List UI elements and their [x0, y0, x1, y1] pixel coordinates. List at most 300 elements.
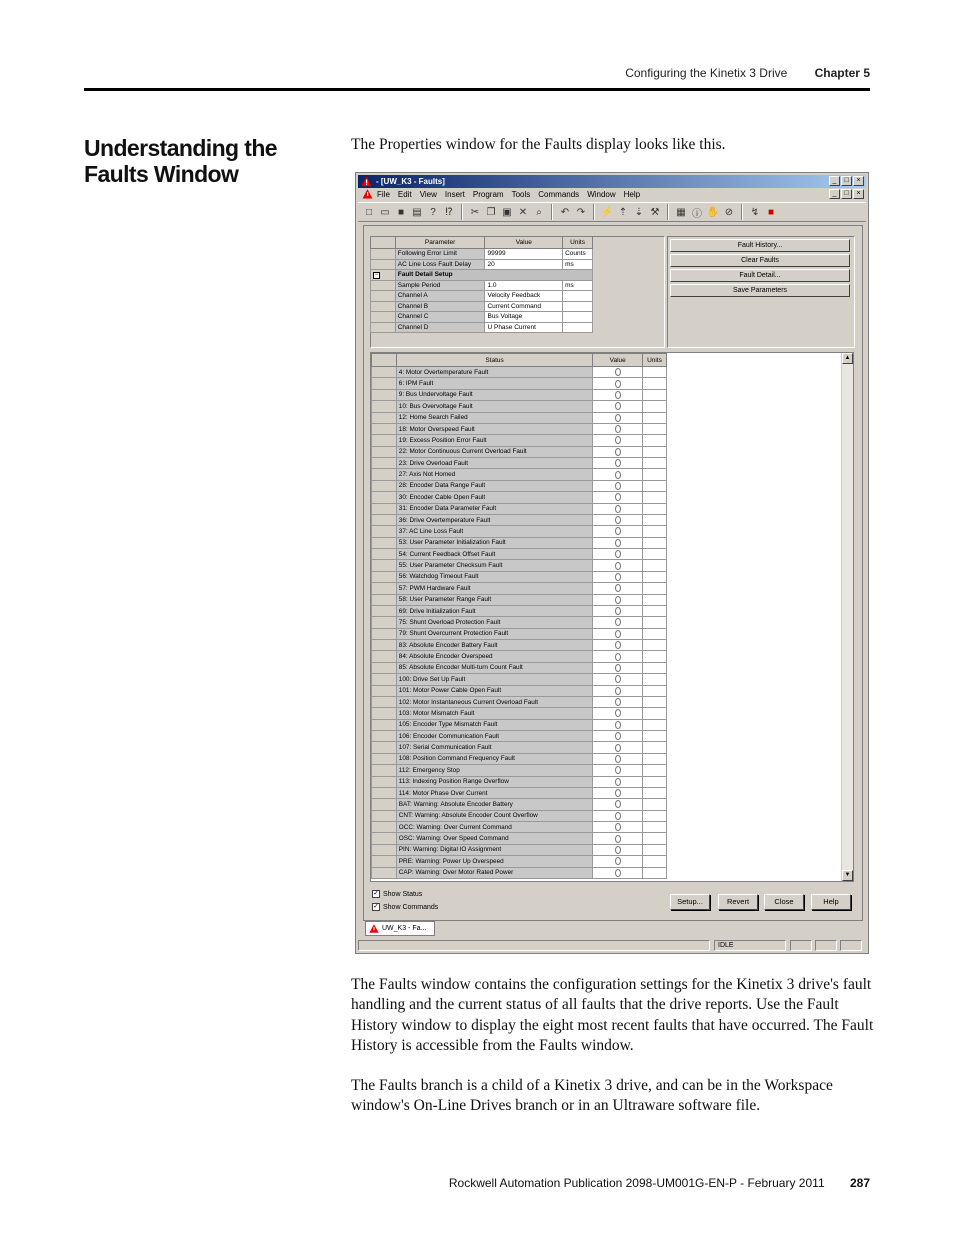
table-row: [372, 583, 667, 594]
row-header: [372, 492, 397, 503]
grid-icon[interactable]: ▦: [676, 206, 686, 218]
table-row: [372, 389, 667, 400]
table-row: [372, 708, 667, 719]
fault-value: [593, 776, 643, 787]
row-header: [372, 753, 397, 764]
table-row: [372, 367, 667, 378]
fault-value: [593, 526, 643, 537]
status-led-icon: [615, 778, 621, 786]
status-led-icon: [615, 380, 621, 388]
row-header: [372, 856, 397, 867]
save-parameters-button[interactable]: Save Parameters: [670, 284, 850, 297]
fault-status-label: 31: Encoder Data Parameter Fault: [396, 503, 593, 514]
fault-status-label: OCC: Warning: Over Current Command: [396, 822, 593, 833]
table-row: [372, 423, 667, 434]
fault-status-label: 22: Motor Continuous Current Overload Fault: [396, 446, 593, 457]
fault-status-label: 54: Current Feedback Offset Fault: [396, 549, 593, 560]
fault-value: [593, 685, 643, 696]
param-units: [563, 301, 593, 312]
fault-value: [593, 435, 643, 446]
param-value-select[interactable]: U Phase Current: [485, 322, 563, 333]
menu-view[interactable]: View: [419, 189, 437, 199]
table-row: [372, 719, 667, 730]
row-header: [372, 787, 397, 798]
checkbox-box[interactable]: ✓: [373, 890, 379, 897]
fault-status-label: 103: Motor Mismatch Fault: [396, 708, 593, 719]
cut-icon[interactable]: ✂: [470, 206, 480, 218]
menu-commands[interactable]: Commands: [538, 189, 580, 199]
body-paragraph: The Faults branch is a child of a Kinetix 3 drive, and can be in the Workspace window's On-Line Drives branch or in an Ultraware software file.: [351, 1077, 833, 1115]
menu-file[interactable]: File: [377, 189, 390, 199]
fault-value: [593, 742, 643, 753]
status-led-icon: [615, 391, 621, 399]
disconnect-icon[interactable]: ⚒: [650, 206, 660, 218]
fault-value: [593, 423, 643, 434]
fault-units: [643, 549, 667, 560]
header-rule: [84, 88, 870, 91]
menu-program[interactable]: Program: [472, 189, 504, 199]
param-name: Sample Period: [395, 280, 485, 291]
collapse-toggle[interactable]: −: [374, 271, 379, 278]
table-row: [372, 640, 667, 651]
param-units: ms: [563, 259, 593, 270]
table-row: [372, 617, 667, 628]
fault-status-label: 100: Drive Set Up Fault: [396, 674, 593, 685]
menu-edit[interactable]: Edit: [397, 189, 412, 199]
table-row: [372, 537, 667, 548]
download-icon[interactable]: ⇣: [634, 206, 644, 218]
table-row: [372, 594, 667, 605]
fault-value: [593, 389, 643, 400]
table-row: [372, 662, 667, 673]
fault-status-label: 101: Motor Power Cable Open Fault: [396, 685, 593, 696]
checkbox-box[interactable]: ✓: [373, 903, 379, 910]
undo-icon[interactable]: ↶: [560, 206, 570, 218]
fault-units: [643, 503, 667, 514]
fault-value: [593, 583, 643, 594]
row-header: [372, 412, 397, 423]
fault-status-label: 12: Home Search Failed: [396, 412, 593, 423]
row-header: [372, 583, 397, 594]
fault-units: [643, 810, 667, 821]
fault-value: [593, 799, 643, 810]
row-header: [372, 423, 397, 434]
child-minimize-button[interactable]: _: [829, 189, 840, 199]
table-row: [372, 776, 667, 787]
delete-icon[interactable]: ✕: [518, 206, 528, 218]
fault-value: [593, 458, 643, 469]
connect-icon[interactable]: ⚡: [600, 206, 614, 218]
fault-value: [593, 378, 643, 389]
fault-value: [593, 367, 643, 378]
status-led-icon: [615, 425, 621, 433]
toolbar-separator: [551, 204, 553, 220]
table-row: [372, 674, 667, 685]
stop-hand-icon[interactable]: ✋: [706, 206, 720, 218]
row-header: [372, 708, 397, 719]
fault-status-label: 85: Absolute Encoder Multi-turn Count Fault: [396, 662, 593, 673]
status-led-icon: [615, 368, 621, 376]
find-icon[interactable]: ⌕: [536, 206, 542, 218]
fault-value: [593, 549, 643, 560]
fault-units: [643, 480, 667, 491]
fault-value: [593, 446, 643, 457]
fault-units: [643, 708, 667, 719]
fault-value: [593, 787, 643, 798]
fault-value: [593, 514, 643, 525]
copy-icon[interactable]: ❐: [486, 206, 496, 218]
param-name: Following Error Limit: [395, 249, 485, 260]
table-row: [372, 560, 667, 571]
print-icon[interactable]: ▤: [412, 206, 422, 218]
param-name: Channel C: [395, 312, 485, 323]
info-icon[interactable]: ⓘ: [692, 208, 702, 220]
status-led-icon: [615, 402, 621, 410]
table-row: [372, 412, 667, 423]
section-label: Fault Detail Setup: [395, 270, 592, 281]
show-status-checkbox[interactable]: [372, 890, 422, 898]
row-header: [372, 435, 397, 446]
fault-units: [643, 412, 667, 423]
row-header: [372, 867, 397, 878]
status-led-icon: [615, 823, 621, 831]
menu-window[interactable]: Window: [587, 189, 616, 199]
status-led-icon: [615, 846, 621, 854]
table-row: [372, 765, 667, 776]
table-row: [372, 810, 667, 821]
fault-value: [593, 674, 643, 685]
table-row: [372, 605, 667, 616]
status-led-icon: [615, 755, 621, 763]
row-header: [372, 696, 397, 707]
fault-value: [593, 401, 643, 412]
fault-status-label: 27: Axis Not Homed: [396, 469, 593, 480]
fault-units: [643, 776, 667, 787]
param-value-select[interactable]: Current Command: [485, 301, 563, 312]
fault-units: [643, 719, 667, 730]
status-bar: [358, 940, 866, 952]
status-table: [371, 353, 667, 879]
row-header: [372, 401, 397, 412]
status-led-icon: [615, 709, 621, 717]
row-header: [372, 560, 397, 571]
fault-units: [643, 367, 667, 378]
menu-insert[interactable]: Insert: [444, 189, 465, 199]
child-close-button[interactable]: ×: [853, 189, 864, 199]
fault-status-label: 112: Emergency Stop: [396, 765, 593, 776]
table-row: [372, 742, 667, 753]
faults-client-area: [363, 225, 863, 921]
row-header: [372, 526, 397, 537]
grid-corner: [372, 354, 397, 367]
fault-value: [593, 696, 643, 707]
fault-status-label: 69: Drive Initialization Fault: [396, 605, 593, 616]
status-led-icon: [615, 505, 621, 513]
status-led-icon: [615, 766, 621, 774]
fault-units: [643, 833, 667, 844]
status-led-icon: [615, 653, 621, 661]
table-row: [371, 322, 593, 333]
status-pane: [840, 940, 862, 951]
grid-corner: [371, 237, 396, 249]
upload-icon[interactable]: ⇡: [618, 206, 628, 218]
table-row: [372, 685, 667, 696]
table-row: [371, 301, 593, 312]
table-row: [372, 503, 667, 514]
fault-units: [643, 742, 667, 753]
row-header: [372, 742, 397, 753]
fault-units: [643, 514, 667, 525]
toolbar: [358, 202, 866, 222]
new-file-icon[interactable]: □: [365, 206, 373, 218]
scroll-up-arrow-icon[interactable]: ▲: [842, 353, 853, 364]
fault-units: [643, 662, 667, 673]
fault-status-label: 9: Bus Undervoltage Fault: [396, 389, 593, 400]
clear-faults-button[interactable]: Clear Faults: [670, 254, 850, 267]
fault-value: [593, 867, 643, 878]
table-row: [372, 435, 667, 446]
fault-units: [643, 651, 667, 662]
fault-units: [643, 446, 667, 457]
status-led-icon: [615, 800, 621, 808]
open-folder-icon[interactable]: ▭: [380, 206, 390, 218]
status-led-icon: [615, 869, 621, 877]
param-value-input[interactable]: 1.0: [485, 280, 563, 291]
minimize-button[interactable]: _: [829, 176, 840, 186]
fault-value: [593, 492, 643, 503]
table-row: [372, 787, 667, 798]
column-header-value: Value: [485, 237, 563, 249]
table-row: [372, 458, 667, 469]
menu-tools[interactable]: Tools: [511, 189, 531, 199]
fault-value: [593, 810, 643, 821]
warning-icon: [362, 189, 373, 199]
table-row: [372, 753, 667, 764]
fault-units: [643, 492, 667, 503]
table-row: [372, 731, 667, 742]
table-row: [371, 312, 593, 323]
close-button[interactable]: Close: [764, 894, 804, 910]
fault-status-label: 75: Shunt Overload Protection Fault: [396, 617, 593, 628]
fault-units: [643, 856, 667, 867]
column-header-value: Value: [593, 354, 643, 367]
table-row: [372, 696, 667, 707]
document-tabs: [363, 921, 863, 937]
fault-status-label: 114: Motor Phase Over Current: [396, 787, 593, 798]
param-name: Channel D: [395, 322, 485, 333]
fault-detail-button[interactable]: Fault Detail...: [670, 269, 850, 282]
table-row: [372, 526, 667, 537]
status-led-icon: [615, 584, 621, 592]
fault-units: [643, 799, 667, 810]
row-header: [372, 651, 397, 662]
fault-value: [593, 833, 643, 844]
fault-status-label: 56: Watchdog Timeout Fault: [396, 571, 593, 582]
row-header: [372, 458, 397, 469]
page-number: 287: [849, 1176, 870, 1190]
row-header: [372, 674, 397, 685]
fault-value: [593, 469, 643, 480]
page-header: [625, 66, 870, 80]
status-led-icon: [615, 732, 621, 740]
fault-value: [593, 844, 643, 855]
toolbar-separator: [461, 204, 463, 220]
status-led-icon: [615, 482, 621, 490]
fault-value: [593, 708, 643, 719]
maximize-button[interactable]: □: [841, 176, 852, 186]
toolbar-separator: [741, 204, 743, 220]
intro-text: The Properties window for the Faults display looks like this.: [351, 136, 726, 153]
fault-value: [593, 753, 643, 764]
row-header: [372, 594, 397, 605]
fault-units: [643, 458, 667, 469]
row-header: [372, 605, 397, 616]
row-header: [372, 765, 397, 776]
table-row: [371, 249, 593, 260]
fault-status-label: 102: Motor Instantaneous Current Overload Fault: [396, 696, 593, 707]
status-led-icon: [615, 414, 621, 422]
fault-value: [593, 571, 643, 582]
status-led-icon: [615, 835, 621, 843]
fault-value: [593, 640, 643, 651]
fault-value: [593, 856, 643, 867]
column-header-units: Units: [643, 354, 667, 367]
fault-status-label: 58: User Parameter Range Fault: [396, 594, 593, 605]
param-name: Channel A: [395, 291, 485, 302]
status-pane: [815, 940, 837, 951]
reset-icon[interactable]: ↯: [750, 206, 760, 218]
disable-icon[interactable]: ⊘: [724, 206, 734, 218]
setup-button[interactable]: Setup...: [670, 894, 710, 910]
fault-status-label: BAT: Warning: Absolute Encoder Battery: [396, 799, 593, 810]
context-help-icon[interactable]: ⁉: [445, 206, 453, 218]
param-units: [563, 322, 593, 333]
fault-status-label: 83: Absolute Encoder Battery Fault: [396, 640, 593, 651]
fault-units: [643, 822, 667, 833]
row-header: [372, 503, 397, 514]
fault-value: [593, 480, 643, 491]
menu-help[interactable]: Help: [623, 189, 641, 199]
section-heading: Understanding the Faults Window: [84, 135, 277, 187]
table-row: [372, 571, 667, 582]
fault-units: [643, 765, 667, 776]
help-icon[interactable]: ?: [430, 206, 436, 218]
column-header-status: Status: [396, 354, 593, 367]
row-header: [372, 628, 397, 639]
table-row: [372, 628, 667, 639]
table-row: [372, 492, 667, 503]
checkbox-label: Show Commands: [383, 903, 439, 911]
param-value-input[interactable]: 20: [485, 259, 563, 270]
fault-units: [643, 401, 667, 412]
table-row: [372, 651, 667, 662]
table-row: [372, 856, 667, 867]
row-header: [372, 833, 397, 844]
fault-status-label: CNT: Warning: Absolute Encoder Count Overflow: [396, 810, 593, 821]
show-commands-checkbox[interactable]: [372, 903, 438, 911]
fault-units: [643, 731, 667, 742]
row-header: [372, 378, 397, 389]
child-maximize-button[interactable]: □: [841, 189, 852, 199]
paste-icon[interactable]: ▣: [502, 206, 512, 218]
fault-status-label: 55: User Parameter Checksum Fault: [396, 560, 593, 571]
fault-units: [643, 844, 667, 855]
row-header: [372, 844, 397, 855]
fault-value: [593, 731, 643, 742]
param-value-select[interactable]: Velocity Feedback: [485, 291, 563, 302]
checkbox-label: Show Status: [383, 890, 423, 898]
fault-status-label: 23: Drive Overload Fault: [396, 458, 593, 469]
fault-units: [643, 469, 667, 480]
fault-units: [643, 594, 667, 605]
warning-icon: [361, 176, 372, 187]
fault-units: [643, 526, 667, 537]
warning-icon: [369, 924, 379, 933]
fault-status-label: 28: Encoder Data Range Fault: [396, 480, 593, 491]
menu-bar: [358, 188, 866, 200]
table-row: [372, 867, 667, 878]
window-titlebar: [358, 175, 866, 188]
parameters-table: [370, 236, 593, 333]
status-led-icon: [615, 857, 621, 865]
table-row: [371, 291, 593, 302]
toolbar-separator: [667, 204, 669, 220]
fault-status-label: 19: Excess Position Error Fault: [396, 435, 593, 446]
status-led-icon: [615, 516, 621, 524]
scroll-down-arrow-icon[interactable]: ▼: [842, 870, 853, 881]
fault-value: [593, 412, 643, 423]
fault-value: [593, 662, 643, 673]
help-button[interactable]: Help: [811, 894, 851, 910]
status-pane: [790, 940, 812, 951]
row-header: [372, 822, 397, 833]
fault-value: [593, 537, 643, 548]
fault-value: [593, 605, 643, 616]
fault-units: [643, 605, 667, 616]
table-row: [372, 469, 667, 480]
status-idle: IDLE: [714, 940, 786, 951]
fault-status-label: OSC: Warning: Over Speed Command: [396, 833, 593, 844]
tab-uw-k3-faults[interactable]: [365, 921, 435, 936]
param-name: Channel B: [395, 301, 485, 312]
fault-stop-icon[interactable]: ■: [767, 206, 775, 218]
vertical-scrollbar[interactable]: [841, 353, 853, 881]
row-header: [372, 480, 397, 491]
row-header: [372, 514, 397, 525]
redo-icon[interactable]: ↷: [576, 206, 586, 218]
table-row: [372, 401, 667, 412]
save-icon[interactable]: ■: [397, 206, 405, 218]
param-value-select[interactable]: Bus Voltage: [485, 312, 563, 323]
table-row: [372, 480, 667, 491]
row-header: [372, 799, 397, 810]
close-window-button[interactable]: ×: [853, 176, 864, 186]
row-header: [372, 446, 397, 457]
param-value-input[interactable]: 99999: [485, 249, 563, 260]
fault-history-button[interactable]: Fault History...: [670, 239, 850, 252]
section-row: [371, 270, 593, 281]
param-units: [563, 312, 593, 323]
table-row: [371, 259, 593, 270]
param-units: Counts: [563, 249, 593, 260]
status-led-icon: [615, 744, 621, 752]
revert-button[interactable]: Revert: [718, 894, 758, 910]
fault-status-label: 30: Encoder Cable Open Fault: [396, 492, 593, 503]
fault-status-label: 4: Motor Overtemperature Fault: [396, 367, 593, 378]
param-units: ms: [563, 280, 593, 291]
row-header: [372, 617, 397, 628]
status-led-icon: [615, 698, 621, 706]
